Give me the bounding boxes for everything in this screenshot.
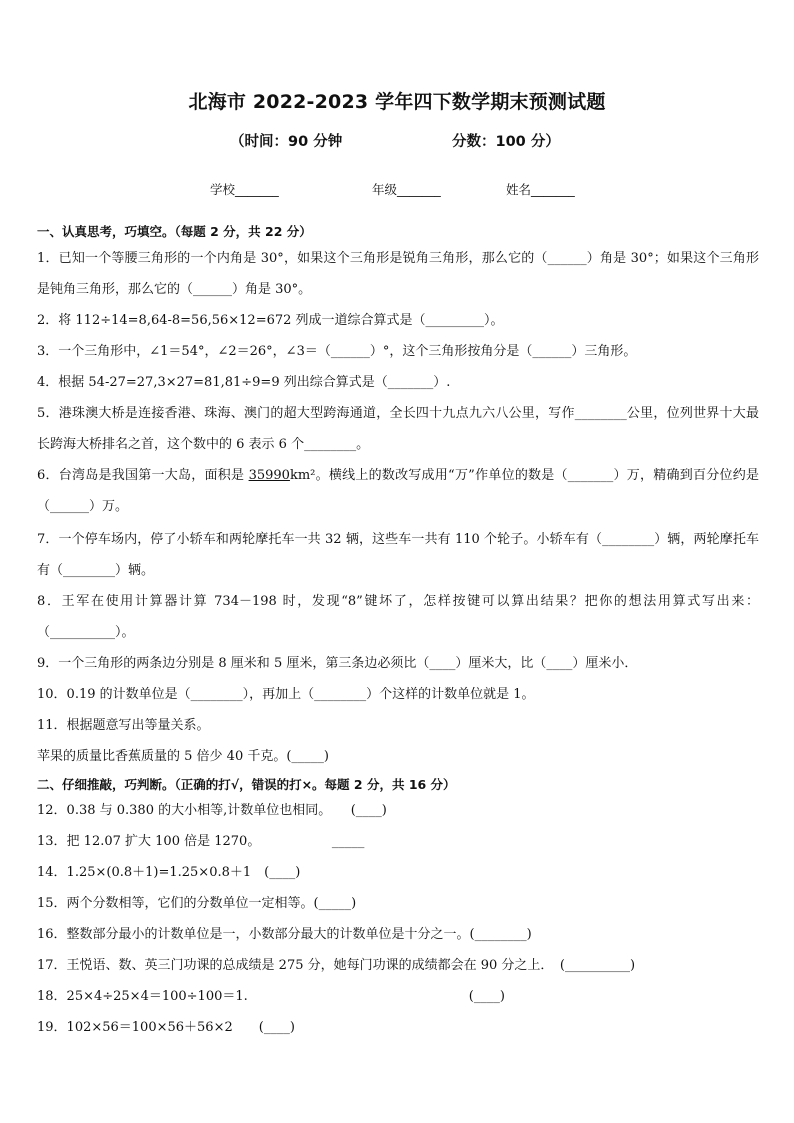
question-17: 17．王悦语、数、英三门功课的总成绩是 275 分，她每门功课的成绩都会在 90 分之上． (__________): [37, 958, 636, 973]
question-14: 14．1.25×(0.8＋1)=1.25×0.8＋1 (____): [37, 865, 301, 880]
question-4: 4．根据 54-27=27,3×27=81,81÷9=9 列出综合算式是（_______）.: [37, 375, 451, 390]
question-18: 18．25×4÷25×4＝100÷100＝1. (____): [37, 989, 505, 1004]
question-11: 11．根据题意写出等量关系。: [37, 718, 210, 733]
question-19: 19．102×56＝100×56＋56×2 (____): [37, 1020, 295, 1035]
exam-subtitle: [230, 130, 570, 151]
total-score: 分数：100 分）: [452, 134, 560, 150]
question-11-statement: 苹果的质量比香蕉质量的 5 倍少 40 千克。(_____): [37, 749, 329, 764]
question-3: 3．一个三角形中，∠1＝54°，∠2＝26°，∠3＝（______）°，这个三角形按角分是（______）三角形。: [37, 344, 637, 359]
question-9: 9．一个三角形的两条边分别是 8 厘米和 5 厘米，第三条边必须比（____）厘米大，比（____）厘米小．: [37, 656, 638, 671]
question-6-text-before: 6．台湾岛是我国第一大岛，面积是: [37, 468, 249, 483]
question-12: 12．0.38 与 0.380 的大小相等,计数单位也相同。 (____): [37, 803, 387, 818]
section-2-heading: 二、仔细推敲，巧判断。（正确的打√，错误的打×。每题 2 分，共 16 分）: [37, 777, 456, 792]
question-13: 13．把 12.07 扩大 100 倍是 1270。 _____: [37, 834, 365, 849]
grade-field[interactable]: 年级_______: [372, 182, 441, 197]
name-field[interactable]: 姓名_______: [506, 182, 575, 197]
question-5: 5．港珠澳大桥是连接香港、珠海、澳门的超大型跨海通道，全长四十九点九六八公里，写作________公里，位列世界十大最长跨海大桥排名之首，这个数中的 6 表示 6 个________。: [37, 406, 759, 452]
school-field[interactable]: 学校_______: [210, 182, 279, 197]
question-16: 16．整数部分最小的计数单位是一，小数部分最大的计数单位是十分之一。(________): [37, 927, 532, 942]
exam-title: 北海市 2022-2023 学年四下数学期末预测试题: [188, 91, 606, 113]
question-10: 10．0.19 的计数单位是（________），再加上（________）个这样的计数单位就是 1。: [37, 687, 535, 702]
section-1-heading: 一、认真思考，巧填空。（每题 2 分，共 22 分）: [37, 224, 312, 239]
question-8: 8．王军在使用计算器计算 734－198 时，发现“8”键坏了，怎样按键可以算出结果？把你的想法用算式写出来：（__________）。: [37, 594, 759, 640]
question-2: 2．将 112÷14=8,64-8=56,56×12=672 列成一道综合算式是（_________）。: [37, 313, 504, 328]
question-15: 15．两个分数相等，它们的分数单位一定相等。(_____): [37, 896, 357, 911]
question-1: 1．已知一个等腰三角形的一个内角是 30°，如果这个三角形是锐角三角形，那么它的（______）角是 30°；如果这个三角形是钝角三角形，那么它的（______）角是 30°。: [37, 251, 759, 297]
question-6-text-after: km²。横线上的数改写成用“万”作单位的数是（_______）万，精确到百分位约是（______）万。: [37, 468, 759, 514]
question-6: [37, 460, 759, 522]
time-limit: （时间：90 分钟: [230, 134, 343, 150]
question-7: 7．一个停车场内，停了小轿车和两轮摩托车一共 32 辆，这些车一共有 110 个轮子。小轿车有（________）辆，两轮摩托车有（________）辆。: [37, 532, 759, 578]
area-number: 35990: [248, 468, 290, 483]
